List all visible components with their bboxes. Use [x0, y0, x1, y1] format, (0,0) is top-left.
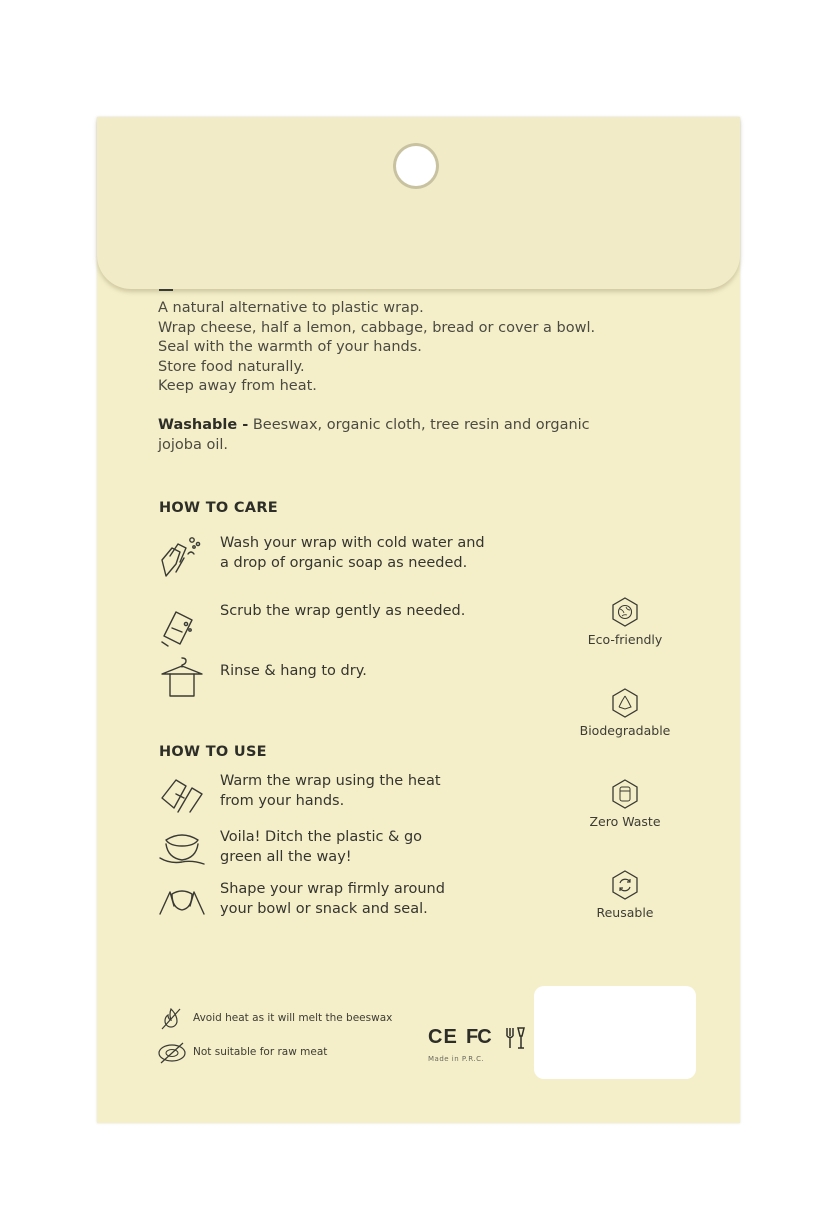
- badge-label: Biodegradable: [579, 723, 671, 738]
- made-in-text: Made in P.R.C.: [428, 1055, 485, 1063]
- warning-text: Avoid heat as it will melt the beeswax: [193, 1012, 393, 1024]
- use-step-text: [220, 880, 520, 919]
- intro-line: Seal with the warmth of your hands.: [158, 339, 422, 356]
- step-line: Rinse & hang to dry.: [220, 663, 367, 679]
- badge-label: Zero Waste: [589, 814, 661, 829]
- covered-bowl-icon: [158, 828, 206, 874]
- step-line: a drop of organic soap as needed.: [220, 554, 468, 571]
- washable-note: [158, 416, 608, 455]
- step-line: from your hands.: [220, 792, 345, 809]
- intro-line: Store food naturally.: [158, 358, 305, 375]
- warning-raw-meat: [157, 1039, 417, 1067]
- top-dash: [159, 289, 173, 291]
- zero-waste-icon: [609, 778, 641, 810]
- badge-label: Eco-friendly: [587, 632, 663, 647]
- care-step-text: [220, 662, 520, 682]
- washing-hands-icon: [158, 534, 206, 580]
- step-line: Scrub the wrap gently as needed.: [220, 603, 466, 619]
- warning-heat: [157, 1005, 417, 1033]
- blank-label-sticker: [534, 986, 696, 1079]
- care-heading: HOW TO CARE: [159, 500, 279, 516]
- food-safe-icon: [504, 1026, 526, 1050]
- hang-hole: [393, 143, 439, 189]
- step-line: Warm the wrap using the heat: [220, 773, 441, 789]
- eco-friendly-icon: [609, 596, 641, 628]
- use-step-text: [220, 772, 520, 811]
- badge-label: Reusable: [596, 905, 654, 920]
- no-heat-icon: [157, 1005, 185, 1033]
- intro-line: Keep away from heat.: [158, 378, 317, 395]
- step-line: Voila! Ditch the plastic & go: [220, 829, 423, 845]
- fc-mark: FC: [466, 1026, 491, 1048]
- step-line: green all the way!: [220, 848, 352, 865]
- shape-bowl-icon: [158, 880, 206, 926]
- care-step-text: [220, 602, 520, 622]
- scrub-wrap-icon: [158, 602, 206, 648]
- badge-zero-waste: [565, 778, 685, 829]
- intro-line: A natural alternative to plastic wrap.: [158, 300, 424, 316]
- biodegradable-icon: [609, 687, 641, 719]
- step-line: your bowl or snack and seal.: [220, 900, 428, 917]
- care-step-text: [220, 534, 520, 573]
- hanger-icon: [158, 652, 206, 698]
- washable-label: Washable -: [158, 417, 249, 433]
- badge-reusable: [565, 869, 685, 920]
- no-raw-meat-icon: [157, 1039, 187, 1067]
- intro-text: [158, 299, 628, 397]
- use-heading: HOW TO USE: [159, 744, 267, 760]
- intro-line: Wrap cheese, half a lemon, cabbage, bread or cover a bowl.: [158, 319, 596, 336]
- washable-ingredients: Beeswax, organic cloth, tree resin and organic jojoba oil.: [158, 417, 590, 453]
- reusable-icon: [609, 869, 641, 901]
- step-line: Shape your wrap firmly around: [220, 881, 445, 897]
- badge-eco-friendly: [565, 596, 685, 647]
- ce-mark: CE: [428, 1026, 458, 1048]
- warm-hands-icon: [158, 772, 206, 818]
- use-step-text: [220, 828, 520, 867]
- badge-biodegradable: [565, 687, 685, 738]
- warning-text: Not suitable for raw meat: [193, 1046, 328, 1058]
- step-line: Wash your wrap with cold water and: [220, 535, 485, 551]
